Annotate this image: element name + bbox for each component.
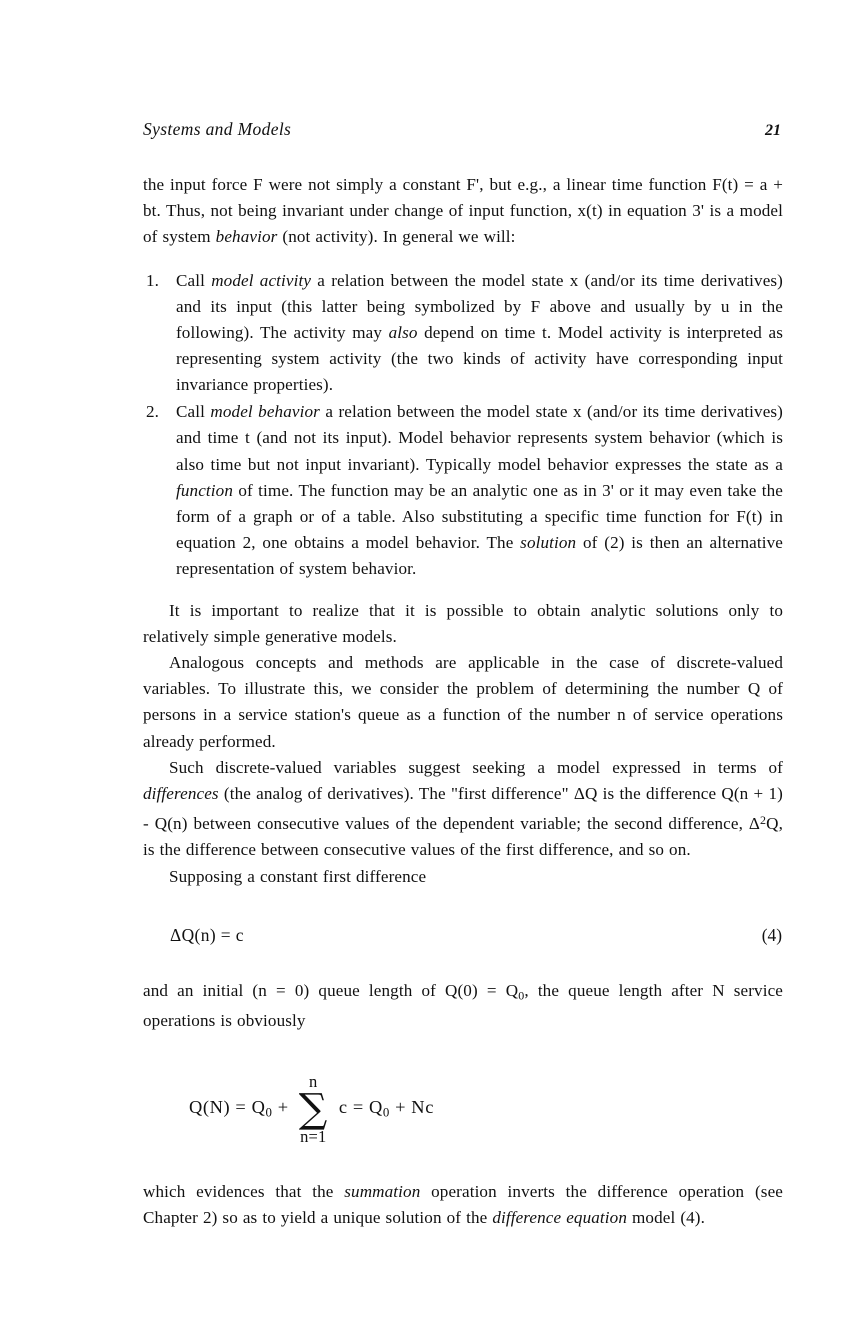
spacer-above-equation-4 [143, 890, 783, 922]
body-column [143, 172, 783, 1231]
list-item-marker: 2. [146, 402, 160, 422]
page-number: 21 [765, 122, 781, 139]
display-equation-summation [143, 1073, 783, 1145]
sigma-icon: ∑ [298, 1085, 328, 1132]
paragraph-differences: Such discrete-valued variables suggest seeking a model expressed in terms of differences (the analog of derivatives). The "first difference" ΔQ is the difference Q(n + 1) - Q(n) between consecutive values of the dependent variable; the second difference, $\Delta^2Q$, is the difference between consecutive values of the first difference, and so on. [143, 757, 783, 860]
paragraph-analytic-solutions: It is important to realize that it is possible to obtain analytic solutions only to relatively simple generative models. [143, 600, 783, 646]
spacer-before-list [143, 251, 783, 268]
summation-upper-limit: n [309, 1071, 318, 1091]
summation-right-side [330, 1097, 434, 1121]
equation-4-tag: (4) [761, 924, 782, 945]
summand: c [338, 1096, 348, 1117]
paragraph-supposing: Supposing a constant first difference [169, 866, 427, 886]
paragraph-opening: the input force F were not simply a constant F', but e.g., a linear time function F(t) = a + bt. Thus, not being invariant under change of input function, x(t) in equation 3' is a model of system behavior (not activity). In general we will: [143, 175, 783, 247]
list-item-text: Call model activity a relation between the model state x (and/or its time derivatives) and its input (this latter being symbolized by F above and usually by u in the following). The activity may also depend on time t. Model activity is interpreted as representing system activity (the two kinds of activity have corresponding input invariance properties). [176, 270, 783, 395]
summation-plus-sign: + [277, 1096, 289, 1117]
superscript-text: 2 [760, 813, 767, 828]
spacer-below-summation [143, 1145, 783, 1179]
emphasis-text: solution [520, 533, 577, 553]
summation-operator [299, 1073, 328, 1145]
emphasis-text: also [388, 323, 418, 343]
summation-rhs-subscript: 0 [382, 1105, 390, 1120]
subscript-text: 0 [518, 988, 525, 1003]
emphasis-text: summation [344, 1181, 421, 1201]
summation-rhs-suffix: + Nc [395, 1096, 434, 1117]
emphasis-text: difference equation [492, 1207, 627, 1227]
emphasis-text: model behavior [210, 402, 320, 422]
emphasis-text: behavior [215, 227, 278, 247]
list-item [143, 268, 783, 399]
spacer-above-summation [143, 1035, 783, 1073]
running-head-title: Systems and Models [143, 119, 292, 139]
summation-lhs-subscript: 0 [265, 1105, 273, 1120]
emphasis-text: model activity [211, 270, 312, 290]
running-head [143, 119, 781, 140]
paragraph-analogous: Analogous concepts and methods are applicable in the case of discrete-valued variables. To illustrate this, we consider the problem of determining the number Q of persons in a service station's queue as a function of the number n of service operations already performed. [143, 652, 783, 751]
display-equation-4 [143, 922, 783, 948]
paragraph-closing: which evidences that the summation operation inverts the difference operation (see Chapter 2) so as to yield a unique solution of the difference equation model (4). [143, 1181, 783, 1227]
spacer-after-list [143, 583, 783, 598]
equation-4-expression: ΔQ(n) = c [170, 924, 244, 945]
list-item [143, 399, 783, 582]
summation-lower-limit: n=1 [300, 1126, 327, 1146]
spacer-below-equation-4 [143, 948, 783, 978]
numbered-list [143, 268, 783, 583]
summation-left-side [189, 1097, 297, 1121]
list-item-marker: 1. [146, 270, 160, 290]
emphasis-text: differences [143, 783, 219, 803]
summation-rhs-prefix: = Q [352, 1096, 383, 1117]
emphasis-text: function [176, 480, 233, 500]
summation-lhs-text: Q(N) = Q [189, 1096, 266, 1117]
summation-expression [189, 1073, 434, 1145]
paragraph-initial-queue: and an initial (n = 0) queue length of $Q(0) = Q_0$, the queue length after N service operations is obviously [143, 980, 784, 1031]
list-item-text: Call model behavior a relation between the model state x (and/or its time derivatives) and time t (and not its input). Model behavior represents system behavior (which is also time but not input invariant). Typically model behavior expresses the state as a function of time. The function may be an analytic one as in 3' or it may even take the form of a graph or of a table. Also substituting a specific time function for F(t) in equation 2, one obtains a model behavior. The solution of (2) is then an alternative representation of system behavior. [176, 402, 783, 579]
